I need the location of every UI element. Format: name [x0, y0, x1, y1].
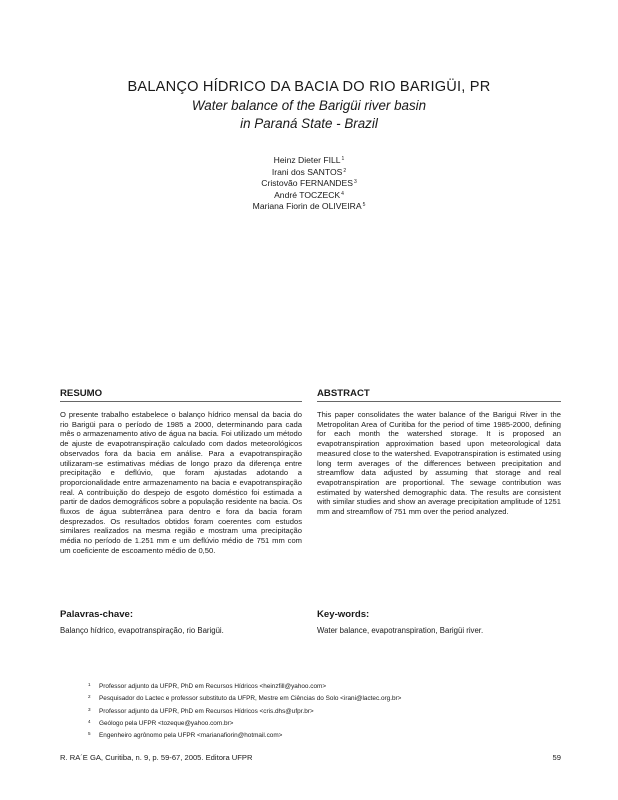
footnotes [88, 680, 558, 741]
abstract-divider [317, 401, 561, 402]
footnote: 3 Professor adjunto da UFPR, PhD em Recursos Hídricos <cris.dhs@ufpr.br> [88, 706, 314, 715]
author-list [200, 154, 418, 212]
footnote-marker: 2 [343, 167, 347, 174]
author: Irani dos SANTOS$^2$ [271, 166, 347, 177]
palavras-chave-heading: Palavras-chave: [60, 609, 134, 620]
keywords-text: Water balance, evapotranspiration, Barigüi river. [317, 626, 484, 635]
resumo-body: O presente trabalho estabelece o balanço hídrico mensal da bacia do rio Barigüi para o período de 1985 a 2000, determinando para cada mês o armazenamento ativo de água na bacia. Foi utilizado um método de ajuste de evapotranspiração calculado com dados meteorológicos observados fora da bacia em análise. Para a evapotranspiração utilizaram-se estimativas médias de longo prazo da diferença entre precipitação e deflúvio, que foram ajustadas adotando a proporcionalidade entre armazenamento na bacia e evapotranspiração real. A contribuição do despejo de esgoto doméstico foi estimada a partir de dados demográficos sobre a população residente na bacia. Os fluxos de água subterrânea para dentro e fora da bacia foram desprezados. Os resultados obtidos foram coerentes com estudos similares realizados na mesma região e mostram uma precipitação média no período de 1.251 mm e um deflúvio médio de 751 mm com um coeficiente de escoamento médio de 0,50. [60, 410, 302, 555]
author: Heinz Dieter FILL$^1$ [273, 155, 345, 165]
footnote-marker: 1 [341, 156, 345, 162]
palavras-chave-text: Balanço hídrico, evapotranspiração, rio Barigüi. [60, 626, 224, 635]
footnote: 5 Engenheiro agrônomo pela UFPR <marianafiorin@hotmail.com> [88, 731, 283, 740]
english-title-line-2: in Paraná State - Brazil [240, 116, 378, 131]
footnote-marker: 3 [353, 179, 357, 186]
footnote-marker: 5 [362, 202, 366, 209]
journal-citation: R. RA´E GA, Curitiba, n. 9, p. 59-67, 2005. Editora UFPR [60, 753, 253, 762]
paper-title: BALANÇO HÍDRICO DA BACIA DO RIO BARIGÜI, PR [127, 79, 491, 95]
keywords-heading: Key-words: [317, 609, 370, 620]
resumo-heading: RESUMO [60, 388, 103, 399]
footnote: 2 Pesquisador do Lactec e professor substituto da UFPR, Mestre em Ciências do Solo <irani@lactec.org.br> [88, 694, 402, 703]
resumo-divider [60, 401, 302, 402]
abstract-heading: ABSTRACT [317, 388, 370, 399]
english-title-line-1: Water balance of the Barigüi river basin [191, 98, 427, 113]
footnote: 1 Professor adjunto da UFPR, PhD em Recursos Hídricos <heinzfill@yahoo.com> [88, 682, 327, 690]
author: André TOCZECK$^4$ [274, 189, 344, 200]
abstract-body: This paper consolidates the water balance of the Barigui River in the Metropolitan Area of Curitiba for the period of time 1985-2000, defining for each month the watershed storage. It is proposed an evapotranspiration approximation based upon meteorological data measured close to the watershed. Evapotranspiration is estimated using long term averages of the differences between precipitation and streamflow data adjusted by assuming that storage and real evapotranspiration are proportional. The sewage contribution was estimated by watershed demographic data. The results are consistent with similar studies and show an average precipitation amplitude of 1251 mm and streamflow of 751 mm over the period analyzed. [317, 410, 561, 517]
author: Cristovão FERNANDES$^3$ [261, 178, 357, 189]
footnote: 4 Geólogo pela UFPR <tozeque@yahoo.com.br> [88, 718, 234, 727]
page-number: 59 [552, 753, 561, 762]
footnote-marker: 4 [341, 190, 344, 197]
author: Mariana Fiorin de OLIVEIRA$^5$ [252, 201, 366, 212]
